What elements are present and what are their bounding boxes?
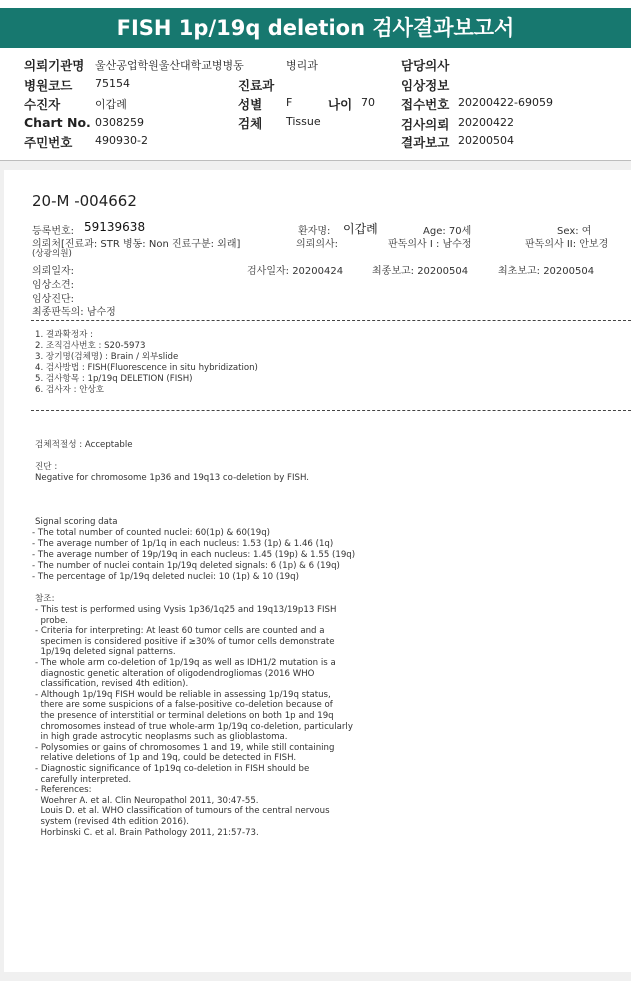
reference-line: chromosomes instead of true whole-arm 1p/19q co-deletion, particularly <box>35 721 353 732</box>
signal-line: - The average number of 1p/1q in each nucleus: 1.53 (1p) & 1.46 (1q) <box>32 539 334 549</box>
ward-value: 병리과 <box>286 59 318 72</box>
final-report-date: 최종보고: 20200504 <box>372 266 469 277</box>
result-item: 1. 결과확정자 : <box>35 330 94 340</box>
reference-line: - This test is performed using Vysis 1p36/1q25 and 19q13/19p13 FISH <box>35 605 337 615</box>
result-item: 4. 검사방법 : FISH(Fluorescence in situ hybridization) <box>35 363 258 373</box>
hospital-code-value: 75154 <box>95 77 130 90</box>
reference-title: 참조: <box>35 594 55 604</box>
report-value: 20200504 <box>458 134 514 147</box>
department-label: 진료과 <box>238 78 275 93</box>
reference-line: - Criteria for interpreting: At least 60 tumor cells are counted and a <box>35 626 325 637</box>
clinical-findings: 임상소견: <box>32 280 75 291</box>
reference-line: classification, revised 4th edition). <box>35 679 189 690</box>
reg-value: 59139638 <box>84 220 146 234</box>
signal-line: - The percentage of 1p/19q deleted nuclei: 10 (1p) & 10 (19q) <box>32 572 299 582</box>
receipt-label: 접수번호 <box>401 97 450 112</box>
reference-line: - Although 1p/19q FISH would be reliable in assessing 1p/19q status, <box>35 689 331 700</box>
reference-line: diagnostic genetic alteration of oligodendrogliomas (2016 WHO <box>35 668 315 679</box>
sex-value: F <box>286 96 293 109</box>
reference-line: in high grade astrocytic neoplasms such as glioblastoma. <box>35 732 288 743</box>
receipt-value: 20200422-69059 <box>458 96 553 109</box>
reader-2: 판독의사 II: 안보경 <box>525 239 609 250</box>
referral-place: (상광의원) <box>32 249 72 259</box>
doctor-label: 담당의사 <box>401 58 450 73</box>
report-title: FISH 1p/19q deletion 검사결과보고서 <box>0 8 631 48</box>
reference-line: system (revised 4th edition 2016). <box>35 817 189 827</box>
first-report-date: 최초보고: 20200504 <box>498 266 595 277</box>
reader-1: 판독의사 I : 남수정 <box>388 239 472 250</box>
clinical-info-label: 임상정보 <box>401 78 450 93</box>
adequacy: 검체적절성 : Acceptable <box>35 440 133 450</box>
hospital-code-label: 병원코드 <box>24 78 73 93</box>
collector-label: 수진자 <box>24 97 61 112</box>
signal-title: Signal scoring data <box>35 517 118 527</box>
final-reader: 최종판독의: 남수정 <box>32 307 116 318</box>
patient-label: 환자명: <box>298 226 331 237</box>
chart-label: Chart No. <box>24 115 91 130</box>
case-number: 20-M -004662 <box>32 192 137 210</box>
clinical-diagnosis: 임상진단: <box>32 294 75 305</box>
result-item: 5. 검사항목 : 1p/19q DELETION (FISH) <box>35 374 193 384</box>
collector-value: 이갑례 <box>95 98 127 111</box>
age-value: 70 <box>361 96 375 109</box>
reference-line: - Polysomies or gains of chromosomes 1 and 19, while still containing <box>35 742 335 753</box>
reference-line: there are some suspicions of a false-positive co-deletion because of <box>35 700 333 711</box>
signal-line: - The total number of counted nuclei: 60(1p) & 60(19q) <box>32 528 271 538</box>
chart-value: 0308259 <box>95 116 144 129</box>
sex-text: Sex: 여 <box>557 226 592 237</box>
institution-value: 울산공업학원울산대학교병병동 <box>95 59 244 72</box>
reference-line: - Diagnostic significance of 1p19q co-deletion in FISH should be <box>35 764 310 774</box>
signal-line: - The number of nuclei contain 1p/19q deleted signals: 6 (1p) & 6 (19q) <box>32 561 340 571</box>
referring-doctor: 의뢰의사: <box>296 239 339 250</box>
dashed-divider <box>31 320 631 321</box>
result-item: 2. 조직검사번호 : S20-5973 <box>35 341 146 351</box>
exam-date: 검사일자: 20200424 <box>247 266 344 277</box>
resident-value: 490930-2 <box>95 134 148 147</box>
request-label: 검사의뢰 <box>401 117 450 132</box>
diagnosis-text: Negative for chromosome 1p36 and 19q13 co-deletion by FISH. <box>35 473 310 483</box>
reg-label: 등록번호: <box>32 226 75 237</box>
reference-line: specimen is considered positive if ≥30% of tumor cells demonstrate <box>35 636 335 647</box>
request-value: 20200422 <box>458 116 514 129</box>
request-date-label: 의뢰일자: <box>32 266 75 277</box>
reference-line: probe. <box>35 615 68 626</box>
result-item: 3. 장기명(검체명) : Brain / 외부slide <box>35 352 179 362</box>
report-label: 결과보고 <box>401 135 450 150</box>
signal-line: - The average number of 19p/19q in each nucleus: 1.45 (19p) & 1.55 (19q) <box>32 550 356 560</box>
result-item: 6. 검사자 : 안상호 <box>35 385 105 395</box>
reference-line: the presence of interstitial or terminal deletions on both 1p and 19q <box>35 711 334 721</box>
patient-value: 이갑례 <box>343 222 378 236</box>
diagnosis-label: 진단 : <box>35 462 58 472</box>
specimen-label: 검체 <box>238 116 263 131</box>
reference-line: 1p/19q deleted signal patterns. <box>35 647 176 658</box>
reference-line: relative deletions of 1p and 19q, could be detected in FISH. <box>35 753 297 764</box>
reference-line: Woehrer A. et al. Clin Neuropathol 2011, 30:47-55. <box>35 795 259 806</box>
institution-label: 의뢰기관명 <box>24 58 85 73</box>
resident-label: 주민번호 <box>24 135 73 150</box>
sex-label: 성별 <box>238 97 263 112</box>
reference-line: carefully interpreted. <box>35 774 132 785</box>
age-text: Age: 70세 <box>423 226 472 237</box>
reference-line: Louis D. et al. WHO classification of tumours of the central nervous <box>35 806 330 817</box>
specimen-value: Tissue <box>286 115 321 128</box>
reference-line: - References: <box>35 785 92 796</box>
referral-text: 의뢰처[진료과: STR 병동: Non 진료구분: 외래] <box>32 239 241 250</box>
reference-line: Horbinski C. et al. Brain Pathology 2011, 21:57-73. <box>35 827 259 838</box>
age-label: 나이 <box>328 97 353 112</box>
reference-line: - The whole arm co-deletion of 1p/19q as well as IDH1/2 mutation is a <box>35 658 336 668</box>
dashed-divider <box>31 410 631 411</box>
